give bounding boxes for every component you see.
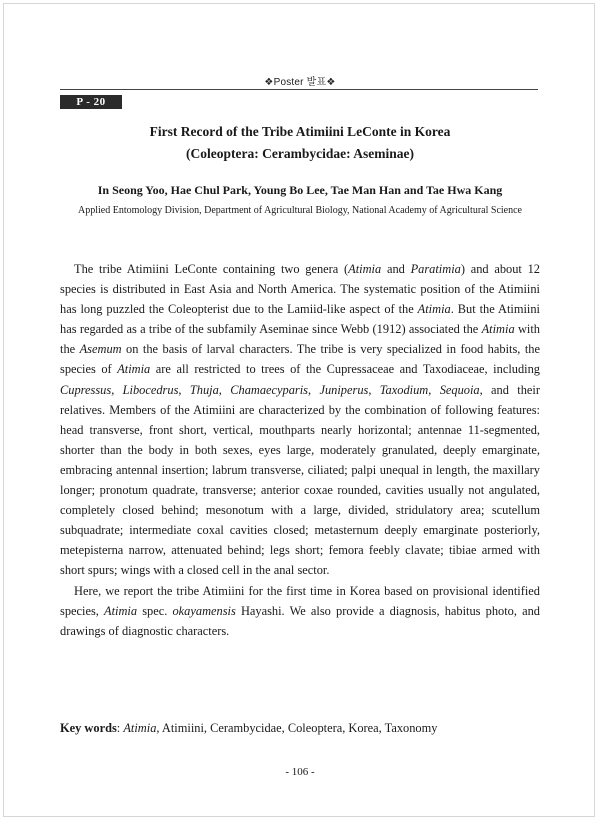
text-run: Here, we report the tribe Atimiini for the first time in Korea based on provisional identified species, xyxy=(60,583,540,618)
italic-taxon: Asemum xyxy=(79,342,122,357)
keywords-line xyxy=(60,721,540,736)
text-run: on the basis of larval characters. The tribe is very specialized in food habits, the species of xyxy=(60,342,540,377)
italic-taxon: Cupressus xyxy=(60,382,112,397)
author-list: In Seong Yoo, Hae Chul Park, Young Bo Lee, Tae Man Han and Tae Hwa Kang xyxy=(97,183,503,197)
italic-taxon: okayamensis xyxy=(172,603,236,618)
section-header: ❖Poster 발표❖ xyxy=(264,77,336,88)
italic-taxon: Atimia xyxy=(123,721,157,735)
text-run: ) and about 12 species is distributed in East Asia and North America. The systematic position of the Atimiini has long puzzled the Coleopterist due to the Lamiid-like aspect of the xyxy=(60,262,540,317)
title-line-1: First Record of the Tribe Atimiini LeConte in Korea xyxy=(149,124,451,139)
keywords-values xyxy=(123,721,437,735)
abstract-paragraph-2 xyxy=(60,581,540,641)
paper-title xyxy=(40,121,560,165)
text-run: with the xyxy=(60,322,540,357)
italic-taxon: Atimia xyxy=(417,302,451,317)
italic-taxon: Atimia xyxy=(348,262,382,276)
italic-taxon: Thuja xyxy=(189,382,219,397)
italic-taxon: Atimia xyxy=(117,362,151,377)
italic-taxon: Juniperus xyxy=(319,382,369,397)
keywords-label: Key words xyxy=(60,721,117,735)
text-run: , xyxy=(428,382,440,397)
poster-number-badge: P - 20 xyxy=(60,95,122,109)
italic-taxon: Libocedrus xyxy=(122,382,179,397)
page-number: - 106 - xyxy=(285,766,315,778)
text-run: , and their relatives. Members of the Atimiini are characterized by the combination of following features: head transverse, front short, vertical, mouthparts nearly horizontal; antennae 11-segmented, shorter than the body in both sexes, eyes large, moderately granulated, deeply emarginate, embracing antennal insertion; labrum transverse, ciliated; palpi unequal in length, the maxillary longer; pronotum quadrate, transverse; anterior coxae rounded, cavities usually not angulated, completely closed behind; mesonotum with a large, divided, stridulatory area; scutellum subquadrate; intermediate coxal cavities closed; metasternum deeply emarginate posteriorly, metepisterna narrow, attenuated behind; legs short; femora feebly clavate; tibiae armed with short spurs; wings with a closed cell in the anal sector. xyxy=(60,382,540,578)
text-run: , xyxy=(178,382,190,397)
italic-taxon: Chamaecyparis xyxy=(230,382,309,397)
italic-taxon: Atimia xyxy=(481,322,515,337)
italic-taxon: Atimia xyxy=(104,603,138,618)
text-run: spec. xyxy=(137,603,173,618)
abstract-body xyxy=(60,259,540,641)
italic-taxon: Sequoia xyxy=(439,382,480,397)
italic-taxon: Paratimia xyxy=(410,262,461,276)
text-run: are all restricted to trees of the Cupressaceae and Taxodiaceae, including xyxy=(150,362,540,377)
text-run: The tribe Atimiini LeConte containing two genera ( xyxy=(74,262,349,276)
text-run: and xyxy=(381,262,411,276)
text-run: , Atimiini, Cerambycidae, Coleoptera, Korea, Taxonomy xyxy=(156,721,438,735)
text-run: , xyxy=(218,382,231,397)
italic-taxon: Taxodium xyxy=(379,382,429,397)
text-run: , xyxy=(308,382,320,397)
author-affiliation: Applied Entomology Division, Department of Agricultural Biology, National Academy of Agricultural Science xyxy=(78,205,522,216)
abstract-paragraph-1 xyxy=(60,259,540,581)
text-run: , xyxy=(111,382,123,397)
keywords-colon: : xyxy=(116,721,124,735)
text-run: , xyxy=(368,382,380,397)
text-run: . But the Atimiini has regarded as a tribe of the subfamily Aseminae since Webb (1912) associated the xyxy=(60,302,540,337)
title-line-2: (Coleoptera: Cerambycidae: Aseminae) xyxy=(186,146,414,161)
header-divider xyxy=(60,89,538,90)
text-run: Hayashi. We also provide a diagnosis, habitus photo, and drawings of diagnostic characters. xyxy=(60,603,540,638)
